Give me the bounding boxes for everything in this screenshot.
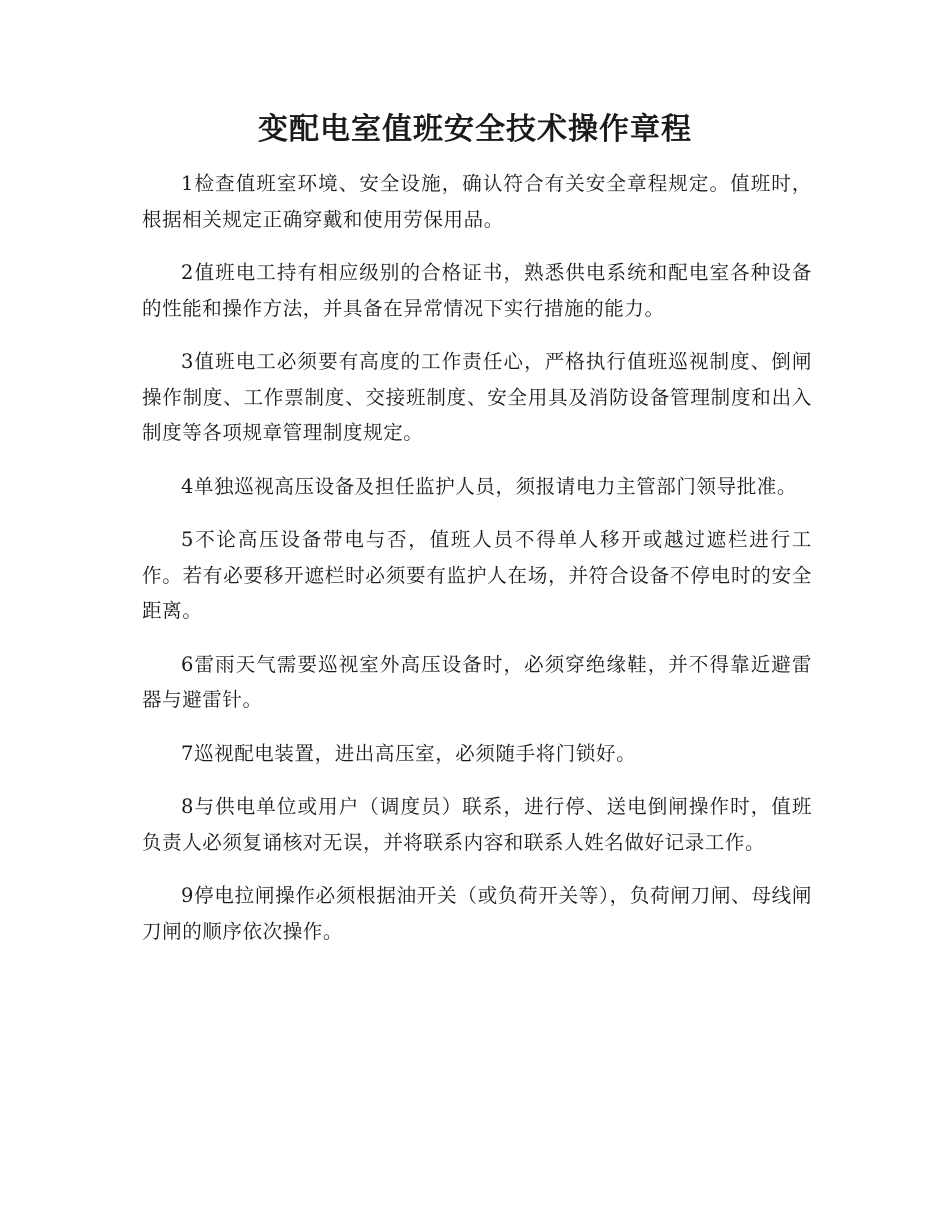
document-title: 变配电室值班安全技术操作章程	[258, 112, 692, 147]
paragraph-3: 3值班电工必须要有高度的工作责任心，严格执行值班巡视制度、倒闸操作制度、工作票制度、交接班制度、安全用具及消防设备管理制度和出入制度等各项规章管理制度规定。	[142, 350, 812, 444]
paragraph-9: 9停电拉闸操作必须根据油开关（或负荷开关等），负荷闸刀闸、母线闸刀闸的顺序依次操作。	[142, 884, 812, 943]
paragraph-5: 5不论高压设备带电与否，值班人员不得单人移开或越过遮栏进行工作。若有必要移开遮栏时必须要有监护人在场，并符合设备不停电时的安全距离。	[142, 528, 812, 622]
paragraph-7: 7巡视配电装置，进出高压室，必须随手将门锁好。	[181, 741, 637, 765]
paragraph-6: 6雷雨天气需要巡视室外高压设备时，必须穿绝缘鞋，并不得靠近避雷器与避雷针。	[142, 652, 812, 711]
paragraph-8: 8与供电单位或用户（调度员）联系，进行停、送电倒闸操作时，值班负责人必须复诵核对无误，并将联系内容和联系人姓名做好记录工作。	[142, 795, 812, 854]
document-body	[142, 166, 812, 967]
paragraph-2: 2值班电工持有相应级别的合格证书，熟悉供电系统和配电室各种设备的性能和操作方法，并具备在异常情况下实行措施的能力。	[142, 261, 812, 320]
paragraph-4: 4单独巡视高压设备及担任监护人员，须报请电力主管部门领导批准。	[181, 474, 798, 498]
paragraph-1: 1检查值班室环境、安全设施，确认符合有关安全章程规定。值班时，根据相关规定正确穿戴和使用劳保用品。	[142, 172, 812, 231]
